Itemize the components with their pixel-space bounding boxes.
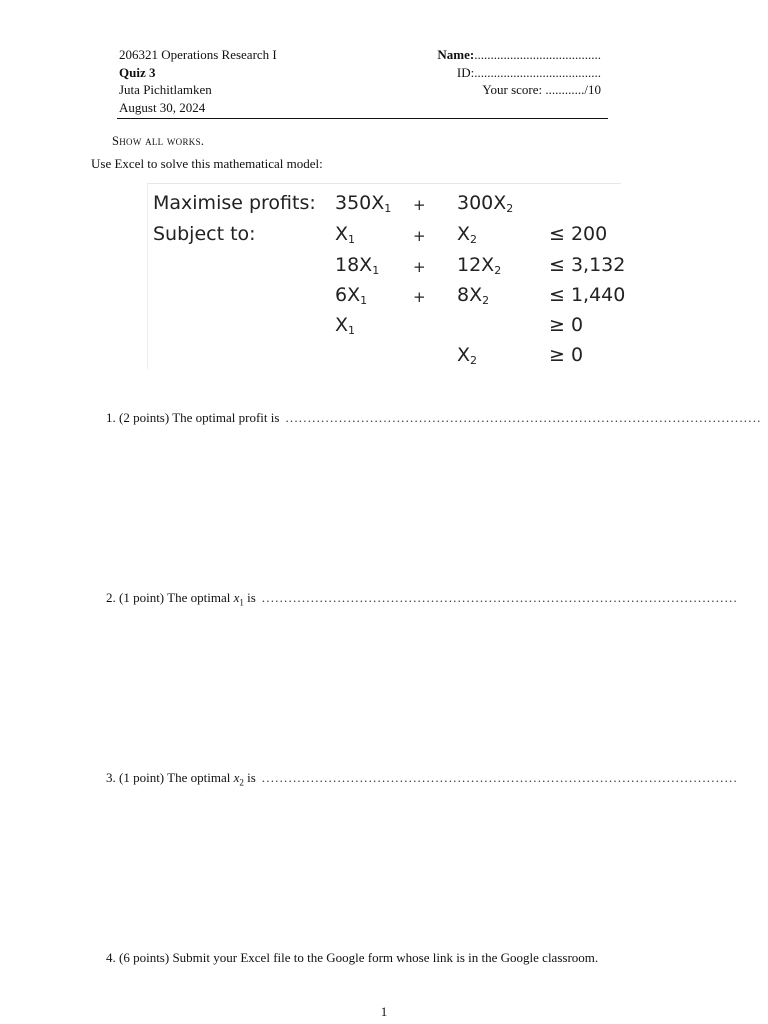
course-header — [119, 46, 277, 116]
id-field[interactable] — [400, 64, 601, 82]
objective-x2-term: $300X_2$ — [457, 192, 514, 215]
question-number: 3. — [106, 770, 116, 785]
question-3 — [106, 770, 738, 788]
student-info — [400, 46, 601, 99]
name-label: Name: — [437, 47, 475, 62]
nonneg-x2-rhs: ≥ 0 — [549, 344, 584, 366]
constraint2-x1-term: $18X_1$ — [335, 254, 380, 277]
constraint3-x2-term: $8X_2$ — [457, 284, 490, 307]
question-tail: is — [247, 770, 256, 785]
variable-symbol: $x_2$ — [233, 770, 244, 788]
show-all-works: Show all works. — [112, 134, 205, 148]
quiz-date: August 30, 2024 — [119, 99, 206, 115]
constraint1-x2-term: $X_2$ — [457, 223, 478, 246]
plus-sign: + — [413, 196, 426, 214]
name-blank: ....................................... — [474, 47, 601, 62]
score-label: Your score: — [482, 82, 546, 97]
constraint3-x1-term: $6X_1$ — [335, 284, 368, 307]
question-4 — [106, 950, 598, 966]
score-field — [400, 81, 601, 99]
objective-label: Maximise profits: — [153, 192, 316, 214]
question-2 — [106, 590, 738, 608]
constraint1-rhs: ≤ 200 — [549, 223, 608, 245]
nonneg-x1-rhs: ≥ 0 — [549, 314, 584, 336]
constraint3-rhs: ≤ 1,440 — [549, 284, 626, 306]
lp-model-image — [147, 183, 626, 369]
question-text: The optimal — [167, 590, 231, 605]
answer-blank[interactable]: ........................................................................................................... — [285, 410, 762, 425]
answer-blank[interactable]: ........................................................................................................... — [261, 770, 738, 785]
plus-sign: + — [413, 258, 426, 276]
constraint1-x1-term: $X_1$ — [335, 223, 356, 246]
quiz-title: Quiz 3 — [119, 64, 156, 80]
intro-text: Use Excel to solve this mathematical model: — [91, 156, 323, 171]
question-tail: is — [247, 590, 256, 605]
question-text: The optimal — [167, 770, 231, 785]
header-divider — [117, 118, 608, 119]
question-text: Submit your Excel file to the Google form whose link is in the Google classroom. — [172, 950, 599, 965]
constraint2-x2-term: $12X_2$ — [457, 254, 502, 277]
constraint2-rhs: ≤ 3,132 — [549, 254, 626, 276]
question-points: (1 point) — [119, 770, 165, 785]
score-total: /10 — [584, 82, 601, 97]
id-label: ID: — [456, 64, 475, 80]
question-number: 4. — [106, 950, 116, 965]
question-points: (2 points) — [119, 410, 170, 425]
question-points: (1 point) — [119, 590, 165, 605]
plus-sign: + — [413, 227, 426, 245]
score-blank: ............ — [545, 82, 585, 97]
id-blank: ....................................... — [474, 64, 601, 80]
question-number: 2. — [106, 590, 116, 605]
nonneg-x2-term: $X_2$ — [457, 344, 478, 367]
question-points: (6 points) — [119, 950, 170, 965]
question-text: The optimal profit is — [172, 410, 280, 425]
subject-to-label: Subject to: — [153, 223, 256, 245]
instructor-name: Juta Pichitlamken — [119, 82, 212, 97]
variable-symbol: $x_1$ — [233, 590, 244, 608]
plus-sign: + — [413, 288, 426, 306]
question-number: 1. — [106, 410, 116, 425]
page-number: 1 — [380, 1004, 388, 1019]
course-title: 206321 Operations Research I — [119, 47, 277, 62]
question-1 — [106, 410, 762, 426]
answer-blank[interactable]: ........................................................................................................... — [261, 590, 738, 605]
objective-x1-term: $350X_1$ — [335, 192, 392, 215]
nonneg-x1-term: $X_1$ — [335, 314, 356, 337]
name-field[interactable] — [400, 46, 601, 64]
